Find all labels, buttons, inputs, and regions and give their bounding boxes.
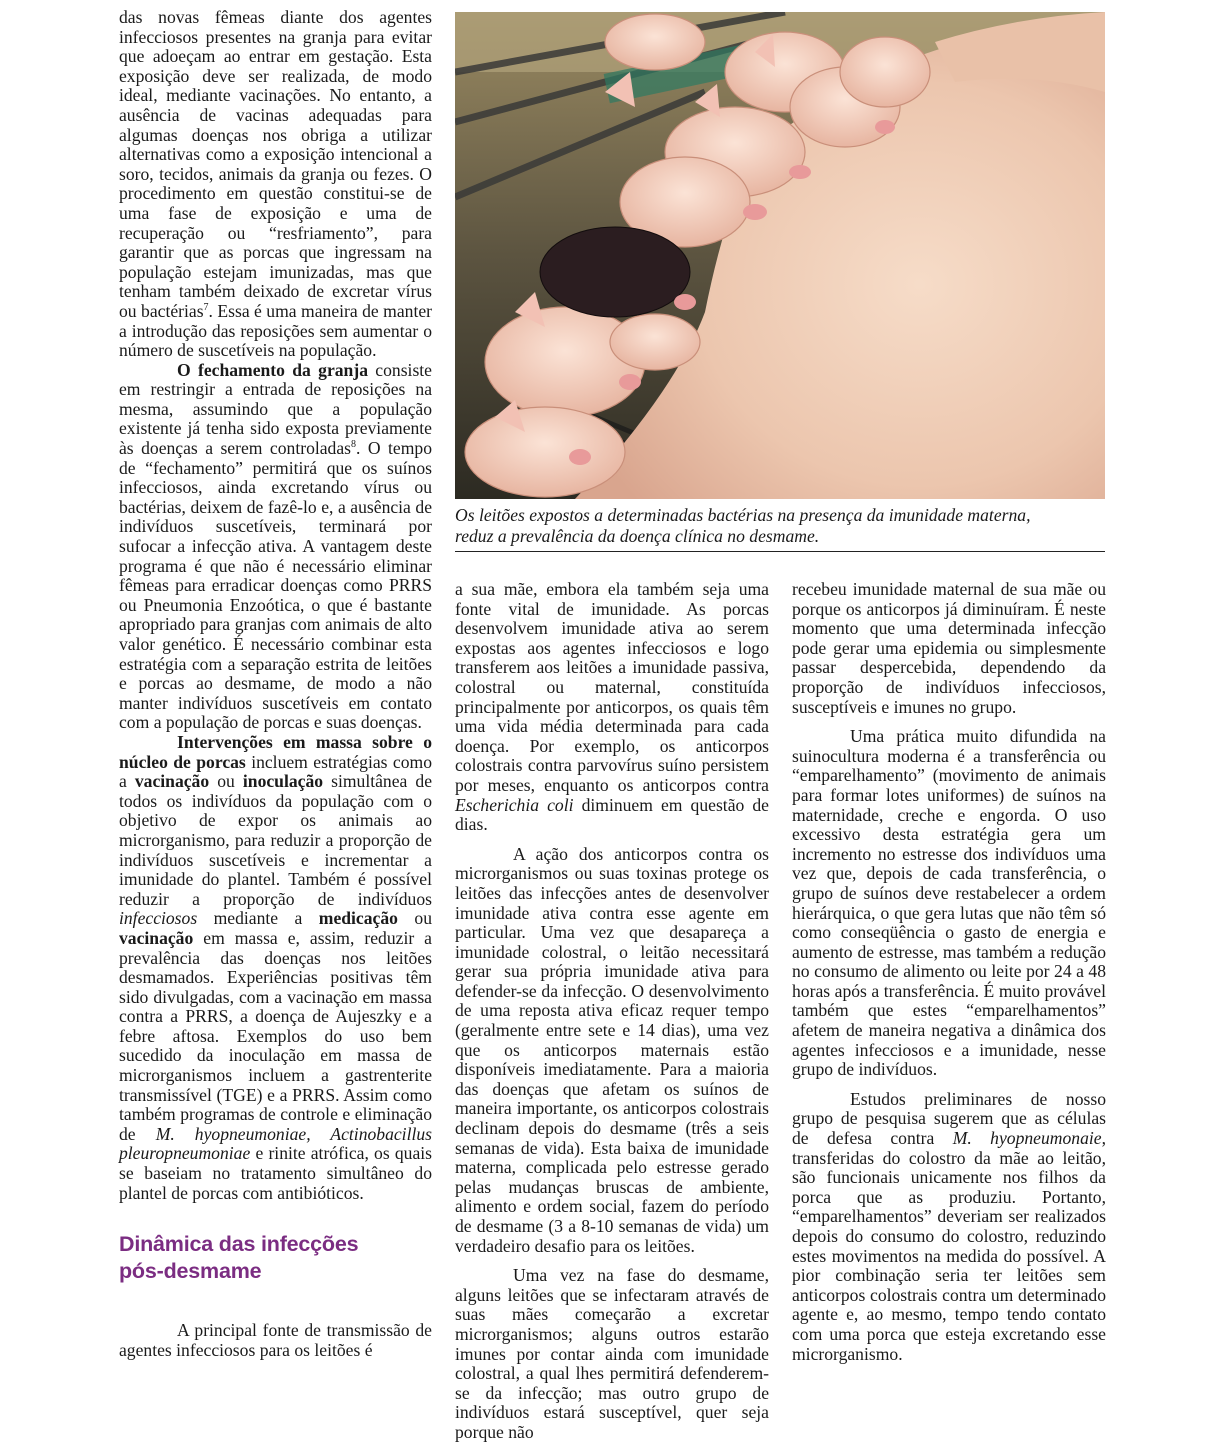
- footnote-ref: 8: [351, 439, 357, 451]
- inline-bold: O fechamento da granja: [177, 359, 368, 380]
- inline-bold: medicação: [318, 908, 398, 929]
- figure-caption-line-2: reduz a prevalência da doença clínica no desmame.: [455, 526, 820, 546]
- paragraph: Uma prática muito difundida na suinocultura moderna é a transferência ou “emparelhamento” (movimento de animais para formar lotes uniformes) de suínos na maternidade, creche e engorda. O uso excessivo desta estratégia gera um incremento no estresse dos indivíduos uma vez que, depois de cada transferência, o grupo de suínos deve restabelecer a ordem hierárquica, o que gera lutas que não têm só como conseqüência o gasto de energia e aumento de estresse, mas também a redução no consumo de alimento ou leite por 24 a 48 horas após a transferência. É muito provável também que estes “emparelhamentos” afetem de maneira negativa a dinâmica dos agentes infecciosos e a imunidade, nesse grupo de indivíduos.: [792, 726, 1106, 1080]
- paragraph: recebeu imunidade maternal de sua mãe ou porque os anticorpos já diminuíram. É neste momento que uma determinada infecção pode gerar uma epidemia ou simplesmente passar despercebida, dependendo da proporção de indivíduos infecciosos, susceptíveis e imunes no grupo.: [792, 579, 1106, 717]
- figure-caption: [455, 505, 1105, 547]
- inline-bold: inoculação: [242, 771, 324, 792]
- paragraph: A ação dos anticorpos contra os microrganismos ou suas toxinas protege os leitões das infecções antes de desenvolver imunidade ativa contra esse agente em particular. Uma vez que desapareça a imunidade colostral, o leitão necessitará gerar sua própria imunidade ativa para defender-se da infecção. O desenvolvimento de uma reposta ativa eficaz requer tempo (geralmente entre sete e 14 dias), uma vez que os anticorpos maternais estão disponíveis imediatamente. Para a maioria das doenças que afetam os suínos de maneira importante, os anticorpos colostrais declinam depois do desmame (três a seis semanas de vida). Esta baixa de imunidade materna, complicada pelo estresse gerado pelas mudanças bruscas de ambiente, alimento e ordem social, fazem do período de desmame (3 a 8-10 semanas de vida) um verdadeiro desafio para os leitões.: [455, 843, 769, 1256]
- paragraph: a sua mãe, embora ela também seja uma fonte vital de imunidade. As porcas desenvolvem imunidade ativa ao serem expostas aos agentes infecciosos e logo transferem aos leitões a imunidade passiva, colostral ou maternal, constituída principalmente por anticorpos, os quais têm uma vida média determinada para cada doença. Por exemplo, os anticorpos colostrais contra parvovírus suíno persistem por meses, enquanto os anticorpos contra Escherichia coli diminuem em questão de dias.: [455, 579, 769, 835]
- text-column-2: [455, 580, 769, 1443]
- section-heading: Dinâmica das infecções pós-desmame: [119, 1232, 359, 1284]
- inline-bold: vacinação: [134, 771, 210, 792]
- text-column-1: [119, 8, 432, 1360]
- paragraph: A principal fonte de transmissão de agentes infecciosos para os leitões é: [119, 1320, 432, 1360]
- paragraph: O fechamento da granja consiste em restringir a entrada de reposições na mesma, assumindo que a população existente já tenha sido exposta previamente às doenças a serem controladas$^8$. O tempo de “fechamento” permitirá que os suínos infecciosos, ainda excretando vírus ou bactérias, deixem de fazê-lo e, a ausência de indivíduos suscetíveis, terminará por sufocar a infecção ativa. A vantagem deste programa é que não é necessário eliminar fêmeas para erradicar doenças como PRRS ou Pneumonia Enzoótica, o que é bastante apropriado para granjas com animais de alto valor genético. É necessário combinar esta estratégia com a separação estrita de leitões e porcas ao desmame, de modo a não manter indivíduos suscetíveis em contato com a população de porcas e suas doenças.: [119, 359, 432, 733]
- inline-bold: vacinação: [119, 927, 194, 948]
- paragraph: Intervenções em massa sobre o núcleo de porcas incluem estratégias como a vacinação ou inoculação simultânea de todos os indivíduos da população com o objetivo de expor os animais ao microrganismo, para reduzir a proporção de indivíduos suscetíveis e incrementar a imunidade do plantel. Também é possível reduzir a proporção de indivíduos infecciosos mediante a medicação ou vacinação em massa e, assim, reduzir a prevalência das doenças nos leitões desmamados. Experiências positivas têm sido divulgadas, com a vacinação em massa contra a PRRS, a doença de Aujeszky e a febre aftosa. Exemplos do uso bem sucedido da inoculação em massa de microrganismos incluem a gastrenterite transmissível (TGE) e a PRRS. Assim como também programas de controle e eliminação de M. hyopneumoniae, Actinobacillus pleuropneumoniae e rinite atrófica, os quais se baseiam no tratamento simultâneo do plantel de porcas com antibióticos.: [119, 731, 432, 1203]
- inline-italic: Escherichia coli: [455, 794, 574, 815]
- figure-caption-line-1: Os leitões expostos a determinadas bactérias na presença da imunidade materna,: [455, 505, 1031, 525]
- paragraph: das novas fêmeas diante dos agentes infecciosos presentes na granja para evitar que adoeçam ao entrar em gestação. Esta exposição deve ser realizada, de modo ideal, mediante vacinações. No entanto, a ausência de vacinas adequadas para algumas doenças nos obriga a utilizar alternativas como a exposição intencional a soro, tecidos, animais da granja ou fezes. O procedimento em questão constitui-se de uma fase de exposição e uma de recuperação ou “resfriamento”, para garantir que as porcas que ingressam na população estejam imunizadas, mas que tenham também deixado de excretar vírus ou bactérias$^7$. Essa é uma maneira de manter a introdução das reposições sem aumentar o número de suscetíveis na população.: [119, 7, 432, 361]
- inline-italic: M. hyopneumonaie: [952, 1128, 1102, 1149]
- footnote-ref: 7: [203, 302, 209, 314]
- inline-bold: Intervenções em massa sobre o núcleo de porcas: [119, 731, 432, 772]
- paragraph: Estudos preliminares de nosso grupo de pesquisa sugerem que as células de defesa contra M. hyopneumonaie, transferidas do colostro da mãe ao leitão, são funcionais unicamente nos filhos da porca que as produziu. Portanto, “emparelhamentos” deveriam ser realizados depois do consumo do colostro, reduzindo estes movimentos na medida do possível. A pior combinação seria ter leitões sem anticorpos colostrais contra um determinado agente e, ao mesmo, tempo tendo contato com uma porca que esteja excretando esse microrganismo.: [792, 1088, 1106, 1364]
- text-column-3: [792, 580, 1106, 1364]
- caption-rule: [455, 551, 1105, 552]
- inline-italic: M. hyopneumoniae, Actinobacillus pleuropneumoniae: [119, 1123, 432, 1164]
- piglets-nursing-photo: [455, 12, 1105, 499]
- paragraph: Uma vez na fase do desmame, alguns leitões que se infectaram através de suas mães começarão a excretar microrganismos; alguns outros estarão imunes por contar ainda com imunidade colostral, a qual lhes permitirá defenderem-se da infecção; mas outro grupo de indivíduos estará susceptível, quer seja porque não: [455, 1265, 769, 1442]
- inline-italic: infecciosos: [119, 908, 198, 929]
